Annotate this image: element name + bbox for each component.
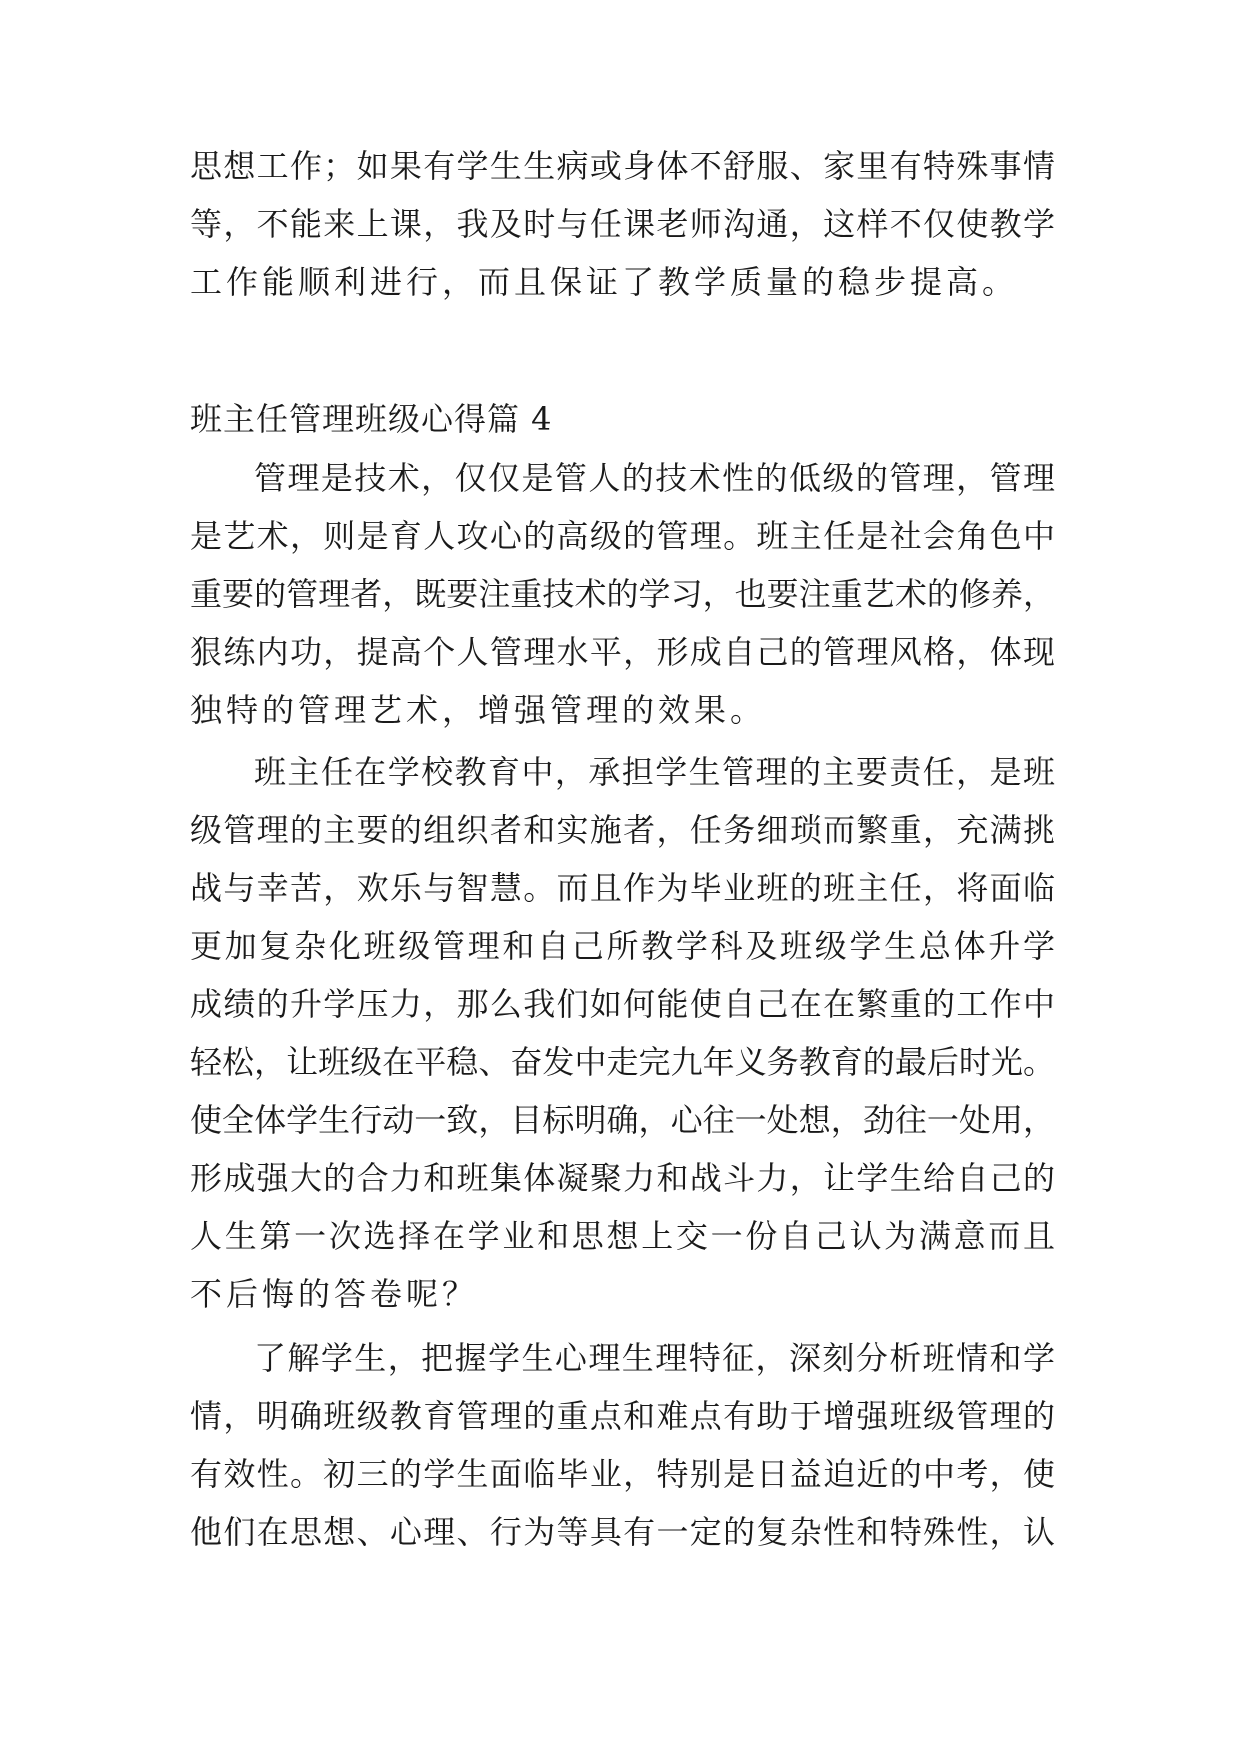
text-line: 重要的管理者，既要注重技术的学习，也要注重艺术的修养， xyxy=(190,575,1055,613)
paragraph-2 xyxy=(190,743,1055,1323)
text-line: 不后悔的答卷呢？ xyxy=(190,1275,479,1313)
intro-paragraph xyxy=(190,137,1055,311)
text-line: 级管理的主要的组织者和实施者，任务细琐而繁重，充满挑 xyxy=(190,811,1055,849)
text-line: 了解学生，把握学生心理生理特征，深刻分析班情和学 xyxy=(254,1339,1055,1377)
text-line: 思想工作；如果有学生生病或身体不舒服、家里有特殊事情 xyxy=(190,147,1055,185)
section-heading: 班主任管理班级心得篇 4 xyxy=(190,400,553,438)
text-line: 工作能顺利进行，而且保证了教学质量的稳步提高。 xyxy=(190,263,1019,301)
text-line: 是艺术，则是育人攻心的高级的管理。班主任是社会角色中 xyxy=(190,517,1055,555)
text-line: 形成强大的合力和班集体凝聚力和战斗力，让学生给自己的 xyxy=(190,1159,1055,1197)
text-line: 使全体学生行动一致，目标明确，心往一处想，劲往一处用， xyxy=(190,1101,1055,1139)
text-line: 轻松，让班级在平稳、奋发中走完九年义务教育的最后时光。 xyxy=(190,1043,1055,1081)
text-line: 他们在思想、心理、行为等具有一定的复杂性和特殊性，认 xyxy=(190,1513,1055,1551)
text-line: 更加复杂化班级管理和自己所教学科及班级学生总体升学 xyxy=(190,927,1055,965)
text-line: 情，明确班级教育管理的重点和难点有助于增强班级管理的 xyxy=(190,1397,1055,1435)
paragraph-1 xyxy=(190,449,1055,739)
text-line: 独特的管理艺术，增强管理的效果。 xyxy=(190,691,767,729)
text-line: 成绩的升学压力，那么我们如何能使自己在在繁重的工作中 xyxy=(190,985,1055,1023)
text-line: 战与幸苦，欢乐与智慧。而且作为毕业班的班主任，将面临 xyxy=(190,869,1055,907)
text-line: 班主任在学校教育中，承担学生管理的主要责任，是班 xyxy=(254,753,1055,791)
text-line: 狠练内功，提高个人管理水平，形成自己的管理风格，体现 xyxy=(190,633,1055,671)
text-line: 有效性。初三的学生面临毕业，特别是日益迫近的中考，使 xyxy=(190,1455,1055,1493)
text-line: 等，不能来上课，我及时与任课老师沟通，这样不仅使教学 xyxy=(190,205,1055,243)
paragraph-3 xyxy=(190,1329,1055,1561)
text-line: 人生第一次选择在学业和思想上交一份自己认为满意而且 xyxy=(190,1217,1055,1255)
text-line: 管理是技术，仅仅是管人的技术性的低级的管理，管理 xyxy=(254,459,1055,497)
